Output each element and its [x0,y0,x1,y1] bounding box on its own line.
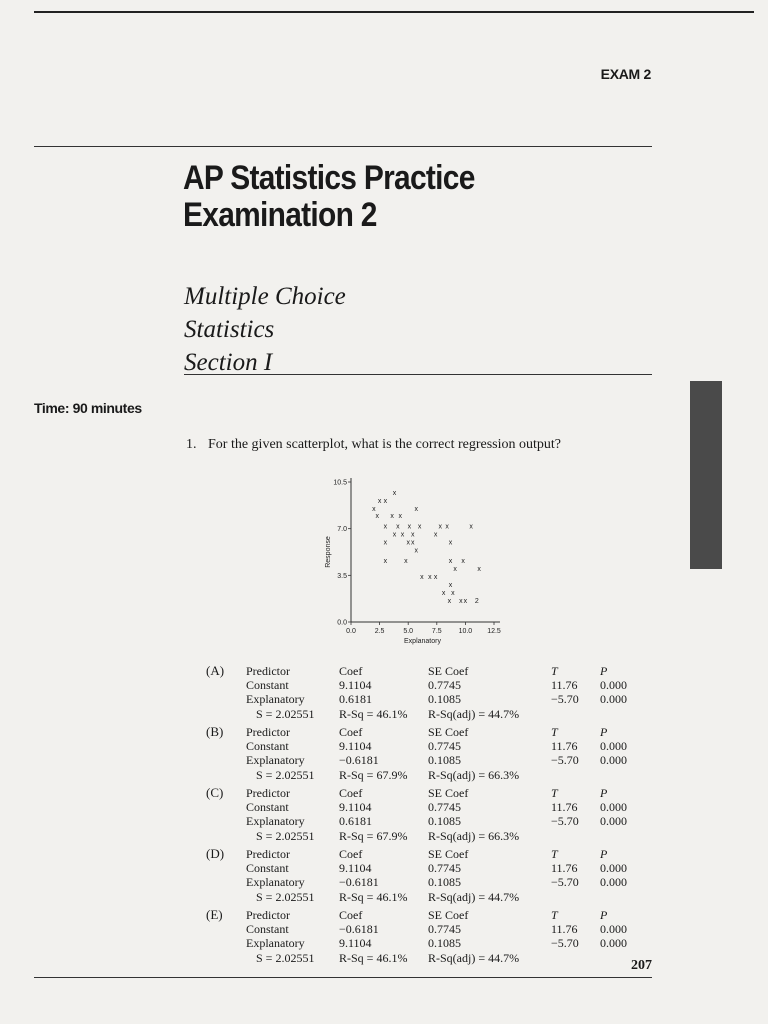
explanatory-cell: 0.6181 [339,692,372,707]
head-cell: Predictor [246,725,290,739]
stat-cell: R-Sq = 67.9% [339,828,408,843]
time-label: Time: 90 minutes [34,400,142,416]
head-cell: P [600,786,608,800]
constant-cell: 11.76 [551,800,578,815]
y-tick-label: 0.0 [337,619,347,627]
section-subtitle [184,280,346,379]
data-point: x [461,558,465,566]
explanatory-cell: Explanatory [246,692,305,707]
head-cell: T [551,725,558,739]
data-point: x [463,598,468,606]
stat-cell: R-Sq = 46.1% [339,706,408,721]
explanatory-cell: −5.70 [551,814,579,829]
bottom-rule [34,977,652,978]
constant-cell: Constant [246,861,289,876]
explanatory-cell: 0.000 [600,814,627,829]
data-point: x [469,523,473,531]
constant-cell: 11.76 [551,922,578,937]
subtitle-line-1: Multiple Choice [184,283,346,310]
constant-cell: 0.000 [600,800,627,815]
explanatory-cell: 9.1104 [339,936,372,951]
question-text: For the given scatterplot, what is the correct regression output? [208,437,562,452]
x-tick-label: 12.5 [487,628,501,635]
scatterplot [320,470,520,652]
x-tick-label: 0.0 [346,628,356,635]
question-1 [186,437,561,453]
data-point: x [411,531,415,539]
constant-cell: 11.76 [551,739,578,754]
stat-cell: R-Sq(adj) = 44.7% [428,950,520,965]
constant-cell: 0.7745 [428,922,461,937]
constant-cell: 9.1104 [339,800,372,815]
stat-cell: R-Sq(adj) = 44.7% [428,889,520,904]
page-number: 207 [631,958,652,973]
data-point: x [390,512,394,520]
data-point: x [383,558,388,566]
head-cell: Predictor [246,908,290,922]
explanatory-cell: 0.1085 [428,753,461,768]
option-letter: (E) [206,907,223,922]
stat-cell: R-Sq(adj) = 44.7% [428,706,520,721]
option-letter: (C) [206,785,224,800]
head-cell: SE Coef [428,908,469,922]
explanatory-cell: 0.000 [600,692,627,707]
data-point: x [448,539,453,547]
point-count-annotation: 2 [474,598,479,606]
x-tick-label: 10.0 [458,628,473,635]
option-letter: (D) [206,846,225,861]
data-point: x [392,531,397,539]
data-point: x [375,512,380,520]
explanatory-cell: −0.6181 [339,753,379,768]
explanatory-cell: 0.000 [600,753,627,768]
data-point: x [414,506,418,514]
y-tick-label: 7.0 [337,526,347,534]
subtitle-line-3: Section I [184,349,273,376]
head-cell: Predictor [246,664,290,678]
head-cell: T [551,664,558,678]
explanatory-cell: Explanatory [246,753,305,768]
explanatory-cell: 0.6181 [339,814,372,829]
stat-cell: S = 2.02551 [256,950,315,965]
data-point: x [383,523,388,531]
title-line-1: AP Statistics Practice [183,159,475,197]
constant-cell: 0.7745 [428,800,461,815]
explanatory-cell: −5.70 [551,875,579,890]
explanatory-cell: Explanatory [246,875,305,890]
y-tick-label: 10.5 [333,479,347,487]
constant-cell: −0.6181 [339,922,379,937]
head-cell: Coef [339,664,363,678]
data-point: x [404,558,408,566]
x-tick-label: 5.0 [403,628,414,635]
constant-cell: 0.000 [600,922,627,937]
head-cell: Predictor [246,786,290,800]
data-point: x [441,590,446,598]
head-cell: Coef [339,847,363,861]
x-tick-label: 2.5 [374,628,385,635]
data-point: x [383,498,388,506]
constant-cell: Constant [246,922,289,937]
data-point: x [453,566,457,574]
head-cell: T [551,847,558,861]
constant-cell: Constant [246,678,289,693]
data-point: x [411,539,415,547]
data-point: x [448,558,453,566]
option-letter: (B) [206,724,224,739]
data-point: x [428,574,432,582]
data-point: x [396,523,400,531]
data-point: x [377,498,382,506]
explanatory-cell: −5.70 [551,692,579,707]
explanatory-cell: 0.1085 [428,814,461,829]
explanatory-cell: 0.1085 [428,936,461,951]
y-tick-label: 3.5 [337,572,347,580]
side-tab [690,381,722,569]
data-point: x [392,490,397,498]
x-tick-label: 7.5 [431,628,442,635]
data-point: x [447,598,452,606]
stat-cell: S = 2.02551 [256,706,315,721]
head-cell: SE Coef [428,786,469,800]
data-point: x [414,547,418,555]
explanatory-cell: 0.000 [600,936,627,951]
constant-cell: 9.1104 [339,739,372,754]
exam-label: EXAM 2 [600,66,651,82]
head-cell: SE Coef [428,725,469,739]
constant-cell: 0.7745 [428,861,461,876]
explanatory-cell: 0.1085 [428,875,461,890]
explanatory-cell: 0.1085 [428,692,461,707]
explanatory-cell: 0.000 [600,875,627,890]
constant-cell: 9.1104 [339,861,372,876]
data-point: x [438,523,442,531]
data-point: x [400,531,405,539]
head-cell: P [600,664,608,678]
stat-cell: R-Sq = 67.9% [339,767,408,782]
stat-cell: S = 2.02551 [256,889,315,904]
head-cell: SE Coef [428,664,469,678]
explanatory-cell: Explanatory [246,814,305,829]
section-rule [184,374,652,375]
constant-cell: 11.76 [551,678,578,693]
head-cell: T [551,786,558,800]
explanatory-cell: −5.70 [551,753,579,768]
stat-cell: S = 2.02551 [256,767,315,782]
data-point: x [433,531,438,539]
stat-cell: R-Sq(adj) = 66.3% [428,767,520,782]
page-title [183,160,475,234]
constant-cell: Constant [246,739,289,754]
data-point: x [383,539,388,547]
option-letter: (A) [206,663,225,678]
data-point: x [407,523,412,531]
data-point: x [420,574,424,582]
explanatory-cell: Explanatory [246,936,305,951]
constant-cell: 0.000 [600,739,627,754]
stat-cell: R-Sq(adj) = 66.3% [428,828,520,843]
header-rule [34,146,652,147]
data-point: x [372,506,376,514]
top-rule [34,11,754,13]
constant-cell: 0.000 [600,861,627,876]
head-cell: Coef [339,908,363,922]
stat-cell: S = 2.02551 [256,828,315,843]
title-line-2: Examination 2 [183,196,377,234]
data-point: x [433,574,438,582]
constant-cell: 0.7745 [428,678,461,693]
question-number: 1. [186,437,197,452]
head-cell: P [600,908,608,922]
explanatory-cell: −5.70 [551,936,579,951]
head-cell: P [600,847,608,861]
head-cell: Coef [339,786,363,800]
data-point: x [406,539,410,547]
constant-cell: 0.000 [600,678,627,693]
constant-cell: 0.7745 [428,739,461,754]
stat-cell: R-Sq = 46.1% [339,889,408,904]
data-point: x [451,590,455,598]
subtitle-line-2: Statistics [184,316,275,343]
x-axis-label: Explanatory [404,638,441,645]
y-axis-label: Response [325,536,332,568]
constant-cell: 11.76 [551,861,578,876]
data-point: x [448,582,453,590]
head-cell: Predictor [246,847,290,861]
constant-cell: 9.1104 [339,678,372,693]
data-point: x [417,523,422,531]
head-cell: P [600,725,608,739]
data-point: x [459,598,463,606]
data-point: x [398,512,402,520]
head-cell: Coef [339,725,363,739]
head-cell: SE Coef [428,847,469,861]
data-point: x [477,566,481,574]
constant-cell: Constant [246,800,289,815]
data-point: x [445,523,449,531]
stat-cell: R-Sq = 46.1% [339,950,408,965]
explanatory-cell: −0.6181 [339,875,379,890]
head-cell: T [551,908,558,922]
